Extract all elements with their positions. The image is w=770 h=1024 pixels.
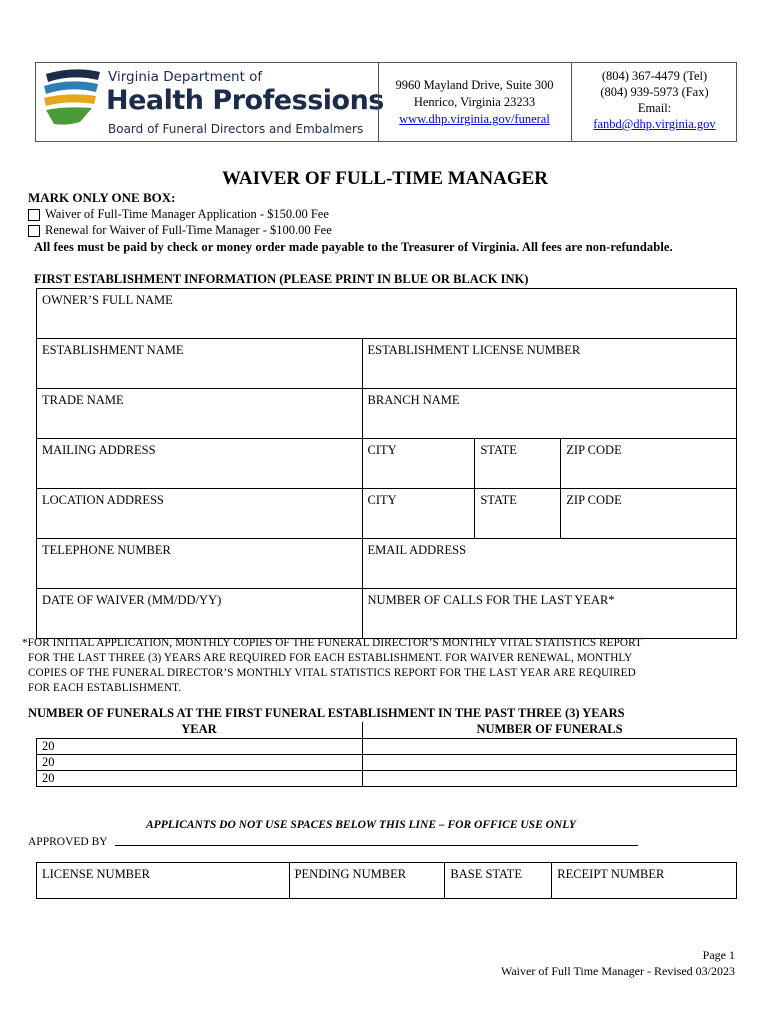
agency-name-line1: Virginia Department of <box>108 69 263 85</box>
footnote <box>22 636 742 696</box>
pending-number-field[interactable] <box>289 863 445 899</box>
branch-name-label: BRANCH NAME <box>367 393 460 407</box>
receipt-number-field[interactable] <box>552 863 737 899</box>
approved-by-label: APPROVED BY <box>28 836 108 848</box>
option-renewal[interactable] <box>28 223 332 238</box>
funerals-table <box>36 722 737 787</box>
license-number-field[interactable] <box>37 863 290 899</box>
office-use-table <box>36 862 737 899</box>
telephone: (804) 367-4479 (Tel) <box>601 69 708 83</box>
footnote-line: *FOR INITIAL APPLICATION, MONTHLY COPIES OF THE FUNERAL DIRECTOR’S MONTHLY VITAL STATISTICS REPORT <box>22 637 642 649</box>
trade-name-field[interactable] <box>37 389 363 439</box>
mailing-address-block <box>378 77 571 128</box>
footnote-line: FOR THE LAST THREE (3) YEARS ARE REQUIRED FOR EACH ESTABLISHMENT. FOR WAIVER RENEWAL, MONTHLY <box>28 652 633 664</box>
location-address-field[interactable] <box>37 489 363 539</box>
email-label: Email: <box>637 101 672 115</box>
table-row-count[interactable] <box>362 738 737 754</box>
address-line1: 9960 Mayland Drive, Suite 300 <box>395 78 554 92</box>
mailing-zip-label: ZIP CODE <box>566 443 622 457</box>
mailing-city-field[interactable] <box>362 439 475 489</box>
date-of-waiver-label: DATE OF WAIVER (MM/DD/YY) <box>42 593 222 607</box>
location-state-label: STATE <box>480 493 517 507</box>
agency-name-line2: Health Professions <box>106 85 384 116</box>
letterhead <box>35 62 737 142</box>
form-revision: Waiver of Full Time Manager - Revised 03/2023 <box>500 964 735 978</box>
option-renewal-label: Renewal for Waiver of Full-Time Manager - $100.00 Fee <box>45 223 332 237</box>
table-row-year[interactable] <box>37 770 363 786</box>
approved-by-line[interactable] <box>115 845 638 846</box>
table-row-year[interactable] <box>37 738 363 754</box>
mailing-zip-field[interactable] <box>561 439 737 489</box>
location-zip-field[interactable] <box>561 489 737 539</box>
checkbox-renewal[interactable] <box>28 225 40 237</box>
option-application-label: Waiver of Full-Time Manager Application - $150.00 Fee <box>45 207 329 221</box>
receipt-number-label: RECEIPT NUMBER <box>557 867 665 881</box>
website-link[interactable]: www.dhp.virginia.gov/funeral <box>399 112 550 126</box>
board-name: Board of Funeral Directors and Embalmers <box>108 122 364 136</box>
page-number: Page 1 <box>702 948 735 962</box>
funerals-column-header: NUMBER OF FUNERALS <box>362 722 737 738</box>
section2-title: NUMBER OF FUNERALS AT THE FIRST FUNERAL ESTABLISHMENT IN THE PAST THREE (3) YEARS <box>28 706 625 720</box>
date-of-waiver-field[interactable] <box>37 589 363 639</box>
footnote-line: FOR EACH ESTABLISHMENT. <box>28 682 182 694</box>
year-prefix: 20 <box>42 770 55 785</box>
checkbox-application[interactable] <box>28 209 40 221</box>
year-prefix: 20 <box>42 754 55 769</box>
telephone-label: TELEPHONE NUMBER <box>42 543 171 557</box>
form-title: WAIVER OF FULL-TIME MANAGER <box>222 168 548 189</box>
base-state-field[interactable] <box>445 863 552 899</box>
location-zip-label: ZIP CODE <box>566 493 622 507</box>
mark-only-instruction: MARK ONLY ONE BOX: <box>28 190 176 205</box>
location-city-field[interactable] <box>362 489 475 539</box>
year-column-header: YEAR <box>37 722 363 738</box>
owner-name-field[interactable] <box>37 289 737 339</box>
email-field[interactable] <box>362 539 736 589</box>
table-row-count[interactable] <box>362 770 737 786</box>
establishment-license-field[interactable] <box>362 339 736 389</box>
mailing-state-label: STATE <box>480 443 517 457</box>
table-row-year[interactable] <box>37 754 363 770</box>
pending-number-label: PENDING NUMBER <box>294 867 407 881</box>
establishment-info-table <box>36 288 737 639</box>
location-state-field[interactable] <box>475 489 561 539</box>
email-address-label: EMAIL ADDRESS <box>367 543 467 557</box>
base-state-label: BASE STATE <box>450 867 522 881</box>
trade-name-label: TRADE NAME <box>42 393 124 407</box>
mailing-address-field[interactable] <box>37 439 363 489</box>
office-use-notice: APPLICANTS DO NOT USE SPACES BELOW THIS LINE – FOR OFFICE USE ONLY <box>146 819 576 831</box>
branch-name-field[interactable] <box>362 389 736 439</box>
owner-name-label: OWNER’S FULL NAME <box>42 293 173 307</box>
establishment-license-label: ESTABLISHMENT LICENSE NUMBER <box>367 343 581 357</box>
telephone-field[interactable] <box>37 539 363 589</box>
option-application[interactable] <box>28 207 329 222</box>
dhp-logo-icon <box>40 66 104 134</box>
license-number-label: LICENSE NUMBER <box>42 867 150 881</box>
year-prefix: 20 <box>42 738 55 753</box>
fax: (804) 939-5973 (Fax) <box>600 85 709 99</box>
footnote-line: COPIES OF THE FUNERAL DIRECTOR’S MONTHLY VITAL STATISTICS REPORT FOR THE LAST YEAR ARE REQUIRED <box>28 667 636 679</box>
mailing-state-field[interactable] <box>475 439 561 489</box>
establishment-name-label: ESTABLISHMENT NAME <box>42 343 184 357</box>
email-link[interactable]: fanbd@dhp.virginia.gov <box>593 117 716 131</box>
fees-note: All fees must be paid by check or money order made payable to the Treasurer of Virginia. All fees are non-refundable. <box>34 240 673 254</box>
mailing-city-label: CITY <box>367 443 397 457</box>
location-city-label: CITY <box>367 493 397 507</box>
mailing-address-label: MAILING ADDRESS <box>42 443 156 457</box>
address-line2: Henrico, Virginia 23233 <box>413 95 536 109</box>
number-of-calls-label: NUMBER OF CALLS FOR THE LAST YEAR* <box>367 593 615 607</box>
table-row-count[interactable] <box>362 754 737 770</box>
contact-block <box>571 68 738 132</box>
section1-title: FIRST ESTABLISHMENT INFORMATION (PLEASE PRINT IN BLUE OR BLACK INK) <box>34 272 529 286</box>
establishment-name-field[interactable] <box>37 339 363 389</box>
number-of-calls-field[interactable] <box>362 589 736 639</box>
location-address-label: LOCATION ADDRESS <box>42 493 164 507</box>
